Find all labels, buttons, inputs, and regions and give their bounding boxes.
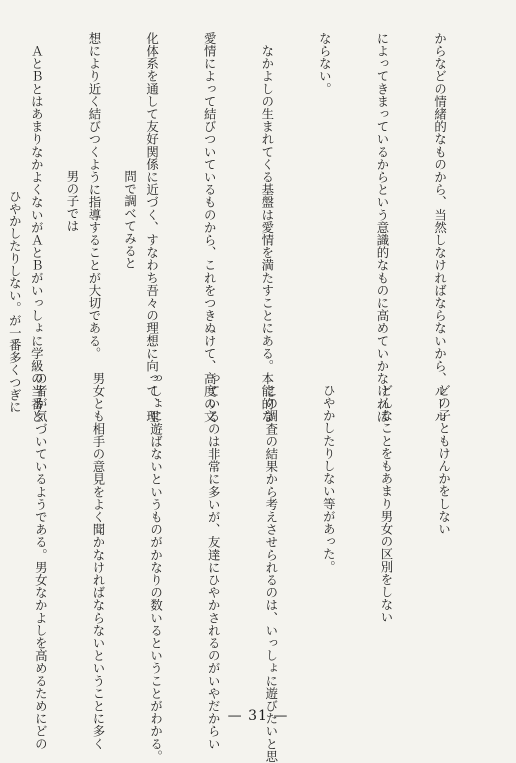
text-column: この調査の結果から考えさせられるのは、いっしょに遊びたいと思 <box>263 372 279 763</box>
text-column: っているのは非常に多いが、友達にひやかされるのがいやだからい <box>206 372 222 750</box>
text-column: なかよしの生まれてくる基盤は愛情を満たすことにある。本能的な <box>259 32 275 423</box>
text-column: っしょに遊ばないというものがかなりの数いるということがわかる。 <box>148 372 164 763</box>
survey-answer: ひやかしたりしない。が一番多くつぎに <box>7 190 23 414</box>
survey-group-heading: 男の子では <box>64 170 80 232</box>
text-column: ＡとＢとはあまりなかよくないがＡとＢがいっしょに学級の当番と <box>29 32 45 423</box>
text-column: ひやかしたりしない等があった。 <box>321 384 337 573</box>
text-column: 男女とも相手の意見をよく聞かなければならないということに多く <box>90 372 106 750</box>
text-column: どの子ともけんかをしない <box>436 384 452 536</box>
page-number: — 31 — <box>227 708 289 724</box>
text-column: の者が気づいているようである。男女なかよしを高めるためにどの <box>33 372 49 750</box>
text-column: どんなことをもあまり男女の区別をしない <box>378 384 394 624</box>
text-column: によってきまっているからという意識的なものに高めていかなければ <box>374 32 390 423</box>
text-column: ならない。 <box>317 32 333 95</box>
survey-question: 問で調べてみると <box>122 170 138 270</box>
text-column: からなどの情緒的なものから、当然しなければならないから、ルール <box>432 32 448 423</box>
text-column: 化体系を通して友好関係に近づく、すなわち吾々の理想に向って、理 <box>144 32 160 423</box>
text-column: 想により近く結びつくように指導することが大切である。 <box>86 32 102 360</box>
text-column: 愛情によって結びついているものから、これをつきぬけて、高度の文 <box>202 32 218 423</box>
